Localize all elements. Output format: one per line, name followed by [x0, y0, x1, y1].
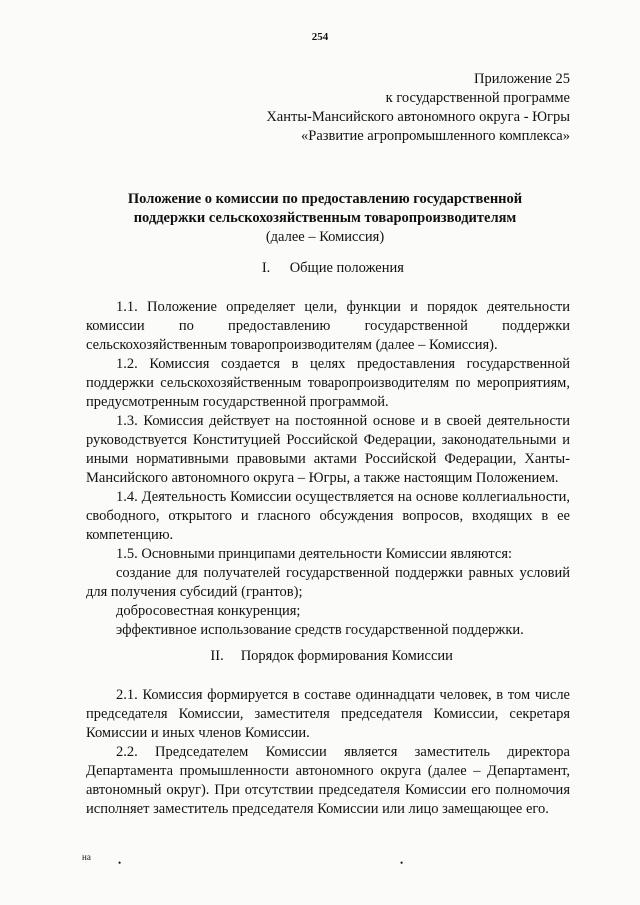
appendix-header — [266, 70, 570, 146]
section-body — [86, 686, 570, 819]
section-heading — [80, 648, 570, 665]
stray-dot: • — [400, 858, 404, 868]
list-item: добросовестная конкуренция; — [116, 603, 301, 619]
document-title — [80, 190, 570, 247]
appendix-line: «Развитие агропромышленного комплекса» — [301, 128, 570, 144]
paragraph: 1.2. Комиссия создается в целях предоставления государственной поддержки сельскохозяйственным товаропроизводителям по мероприятиям, предусмотренным государственной программой. — [86, 356, 570, 410]
paragraph: 2.1. Комиссия формируется в составе одиннадцати человек, в том числе председателя Комиссии, заместителя председателя Комиссии, секретаря Комиссии и иных членов Комиссии. — [86, 687, 570, 741]
stray-dot: • — [118, 858, 122, 868]
appendix-line: к государственной программе — [385, 90, 570, 106]
paragraph: 1.1. Положение определяет цели, функции и порядок деятельности комиссии по предоставлению государственной поддержки сельскохозяйственным товаропроизводителям (далее – Комиссия). — [86, 299, 570, 353]
paragraph: 1.4. Деятельность Комиссии осуществляется на основе коллегиальности, свободного, открытого и гласного обсуждения вопросов, входящих в ее компетенцию. — [86, 489, 570, 543]
appendix-line: Ханты-Мансийского автономного округа - Югры — [266, 109, 570, 125]
paragraph: 2.2. Председателем Комиссии является заместитель директора Департамента промышленности автономного округа (далее – Департамент, автономный округ). При отсутствии председателя Комиссии его полномочия исполняет заместитель председателя Комиссии или лицо замещающее его. — [86, 744, 570, 817]
title-subtitle: (далее – Комиссия) — [265, 229, 385, 245]
section-label: Порядок формирования Комиссии — [240, 648, 453, 664]
title-line: Положение о комиссии по предоставлению государственной — [127, 191, 523, 207]
page-number: 254 — [311, 31, 329, 43]
appendix-line: Приложение 25 — [474, 71, 570, 87]
paragraph: 1.3. Комиссия действует на постоянной основе и в своей деятельности руководствуется Конституцией Российской Федерации, законодательными и иными нормативными правовыми актами Российской Федерации, Ханты-Мансийского автономного округа – Югры, а также настоящим Положением. — [86, 413, 570, 486]
paragraph: 1.5. Основными принципами деятельности Комиссии являются: — [116, 546, 513, 562]
footer-mark: на — [82, 852, 91, 862]
title-line: поддержки сельскохозяйственным товаропроизводителям — [133, 210, 517, 226]
section-label: Общие положения — [289, 260, 404, 276]
section-number: I. — [261, 260, 271, 276]
list-item: эффективное использование средств государственной поддержки. — [116, 622, 524, 638]
section-number: II. — [210, 648, 224, 664]
section-heading — [80, 260, 570, 277]
section-body — [86, 298, 570, 640]
list-item: создание для получателей государственной поддержки равных условий для получения субсидий (грантов); — [86, 565, 570, 600]
